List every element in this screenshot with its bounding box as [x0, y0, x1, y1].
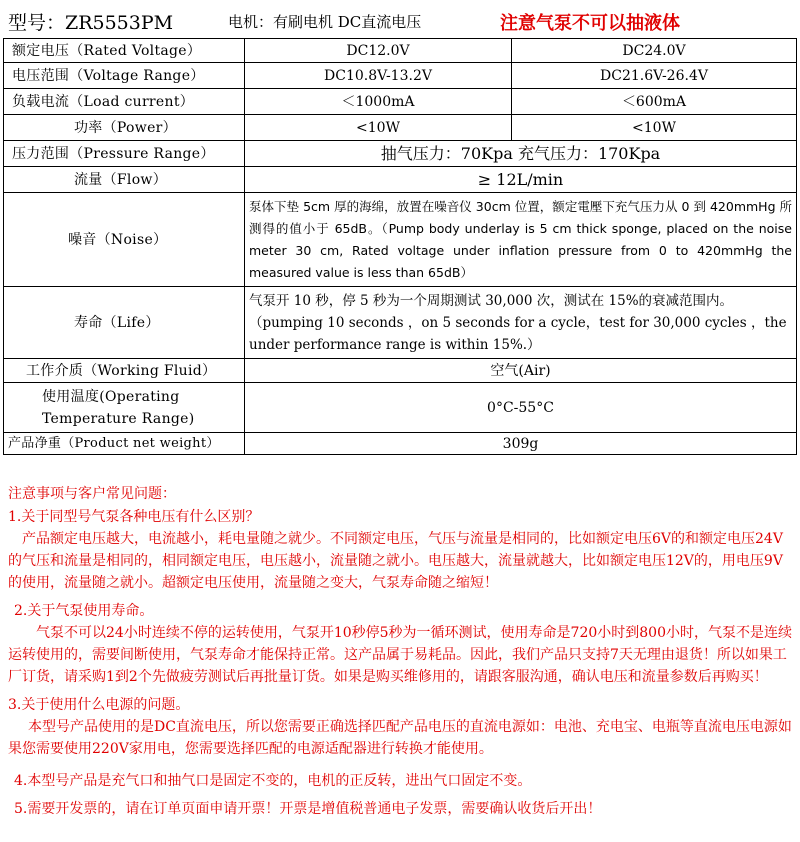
- note-heading: 5.需要开发票的，请在订单页面申请开票！开票是增值税普通电子发票，需要确认收货后开出！: [14, 801, 602, 817]
- motor-type: 电机：有刷电机 DC直流电压: [228, 13, 422, 31]
- note-heading: 3.关于使用什么电源的问题。: [8, 697, 190, 713]
- weight-value: 309g: [245, 433, 797, 455]
- note-body: 本型号产品使用的是DC直流电压，所以您需要正确选择匹配产品电压的直流电源如：电池、充电宝、电瓶等直流电压电源如果您需要使用220V家用电，您需要选择匹配的电源适配器进行转换才能使用。: [8, 719, 792, 757]
- noise-value: 泵体下垫 5cm 厚的海绵，放置在噪音仪 30cm 位置，额定電壓下充气压力从 0 到 420mmHg 所测得的值小于 65dB。（Pump body underlay is 5 cm thick sponge, placed on the noise meter 30 cm, Rated voltage under inflation pressure from 0 to 420mmHg the measured value is less than 65dB）: [245, 193, 797, 287]
- note-body: 产品额定电压越大，电流越小，耗电量随之就少。不同额定电压，气压与流量是相同的，比如额定电压6V的和额定电压24V的气压和流量是相同的，相同额定电压，电压越小，流量随之就小。电压越大，流量就越大，比如额定电压12V的，用电压9V的使用，流量随之就小。超额定电压使用，流量随之变大，气泵寿命随之缩短！: [8, 531, 783, 591]
- note-voltage-difference: [8, 506, 792, 594]
- power-24v: <10W: [512, 115, 797, 141]
- load-current-label: 负载电流（Load current）: [4, 89, 245, 115]
- liquid-warning: 注意气泵不可以抽液体: [500, 13, 680, 34]
- rated-voltage-24v: DC24.0V: [512, 39, 797, 63]
- load-current-12v: ＜1000mA: [245, 89, 512, 115]
- fluid-value: 空气(Air): [245, 359, 797, 383]
- note-body: 气泵不可以24小时连续不停的运转使用，气泵开10秒停5秒为一循环测试，使用寿命是720小时到800小时，气泵不是连续运转使用的，需要间断使用，气泵寿命才能保持正常。这产品属于易耗品。因此，我们产品只支持7天无理由退货！所以如果工厂订货，请采购1到2个先做疲劳测试后再批量订货。如果是购买维修用的，请跟客服沟通，确认电压和流量参数后再购买！: [8, 625, 792, 685]
- table-row: [4, 433, 797, 455]
- weight-label: 产品净重（Product net weight）: [4, 433, 245, 455]
- pressure-label: 压力范围（Pressure Range）: [4, 141, 245, 167]
- table-row: [4, 63, 797, 89]
- notes-title: 注意事项与客户常见问题：: [8, 486, 176, 502]
- load-current-24v: ＜600mA: [512, 89, 797, 115]
- customer-notes: [8, 484, 792, 826]
- fluid-label: 工作介质（Working Fluid）: [4, 359, 245, 383]
- note-power-supply: [8, 694, 792, 760]
- note-ports: [8, 770, 792, 792]
- note-heading: 2.关于气泵使用寿命。: [14, 603, 154, 619]
- note-heading: 4.本型号产品是充气口和抽气口是固定不变的，电机的正反转，进出气口固定不变。: [14, 773, 532, 789]
- life-label: 寿命（Life）: [4, 287, 245, 359]
- temp-label: 使用温度(Operating Temperature Range): [4, 383, 245, 433]
- noise-label: 噪音（Noise）: [4, 193, 245, 287]
- note-pump-lifetime: [8, 600, 792, 688]
- spec-table: [3, 38, 797, 455]
- power-label: 功率（Power）: [4, 115, 245, 141]
- table-row: [4, 167, 797, 193]
- life-value: 气泵开 10 秒，停 5 秒为一个周期测试 30,000 次，测试在 15%的衰减范围内。（pumping 10 seconds ，on 5 seconds for a cycle，test for 30,000 cycles ，the under performance range is within 15%.）: [245, 287, 797, 359]
- table-row: [4, 193, 797, 287]
- table-row: [4, 115, 797, 141]
- header: [0, 0, 800, 40]
- temp-value: 0°C-55°C: [245, 383, 797, 433]
- table-row: [4, 141, 797, 167]
- voltage-range-24v: DC21.6V-26.4V: [512, 63, 797, 89]
- pressure-value: 抽气压力：70Kpa 充气压力：170Kpa: [245, 141, 797, 167]
- voltage-range-12v: DC10.8V-13.2V: [245, 63, 512, 89]
- voltage-range-label: 电压范围（Voltage Range）: [4, 63, 245, 89]
- power-12v: <10W: [245, 115, 512, 141]
- note-invoice: [8, 798, 792, 820]
- flow-label: 流量（Flow）: [4, 167, 245, 193]
- table-row: [4, 359, 797, 383]
- rated-voltage-label: 额定电压（Rated Voltage）: [4, 39, 245, 63]
- table-row: [4, 383, 797, 433]
- table-row: [4, 287, 797, 359]
- rated-voltage-12v: DC12.0V: [245, 39, 512, 63]
- note-heading: 1.关于同型号气泵各种电压有什么区别？: [8, 509, 260, 525]
- table-row: [4, 89, 797, 115]
- table-row: [4, 39, 797, 63]
- model-title: 型号：ZR5553PM: [8, 12, 174, 34]
- flow-value: ≥ 12L/min: [245, 167, 797, 193]
